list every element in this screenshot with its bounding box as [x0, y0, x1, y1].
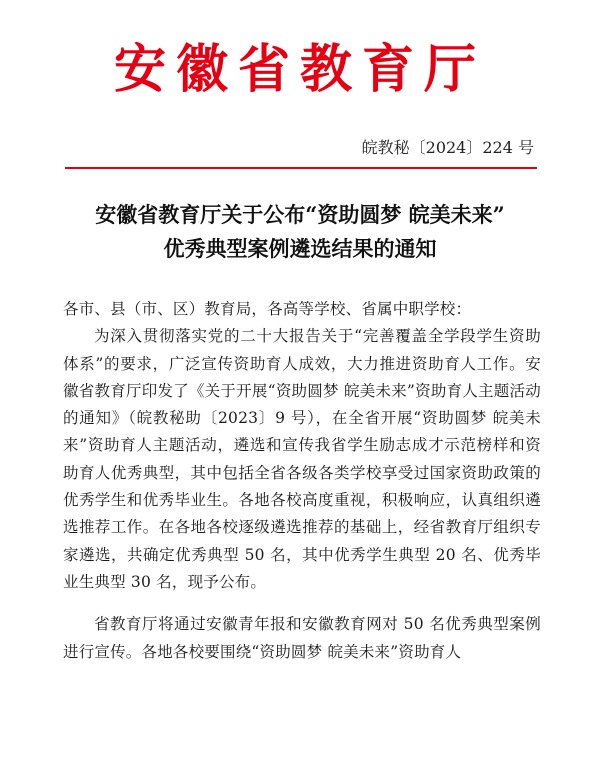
- document-title-line-2: 优秀典型案例遴选结果的通知: [163, 236, 437, 261]
- document-title: [40, 198, 560, 266]
- red-divider-rule: [65, 167, 537, 169]
- body-paragraph-1: 为深入贯彻落实党的二十大报告关于“完善覆盖全学段学生资助体系”的要求，广泛宣传资助育人成效，大力推进资助育人工作。安徽省教育厅印发了《关于开展“资助圆梦 皖美未来”资助育人主题活动的通知》（皖教秘助〔2023〕9 号），在全省开展“资助圆梦 皖美未来”资助育人主题活动，遴选和宣传我省学生励志成才示范榜样和资助育人优秀典型，其中包括全省各级各类学校享受过国家资助政策的优秀学生和优秀毕业生。各地各校高度重视，积极响应，认真组织遴选推荐工作。在各地各校逐级遴选推荐的基础上，经省教育厅组织专家遴选，共确定优秀典型 50 名，其中优秀学生典型 20 名、优秀毕业生典型 30 名，现予公布。: [63, 327, 541, 591]
- document-number: 皖教秘〔2024〕224 号: [361, 138, 534, 157]
- addressee-line: 各市、县（市、区）教育局，各高等学校、省属中职学校：: [63, 300, 472, 318]
- document-title-line-1: 安徽省教育厅关于公布“资助圆梦 皖美未来”: [95, 202, 505, 227]
- body-paragraph-2: 省教育厅将通过安徽青年报和安徽教育网对 50 名优秀典型案例进行宣传。各地各校要围绕“资助圆梦 皖美未来”资助育人: [63, 615, 541, 661]
- issuer-header-title: 安徽省教育厅: [113, 39, 486, 100]
- document-body: [63, 296, 541, 666]
